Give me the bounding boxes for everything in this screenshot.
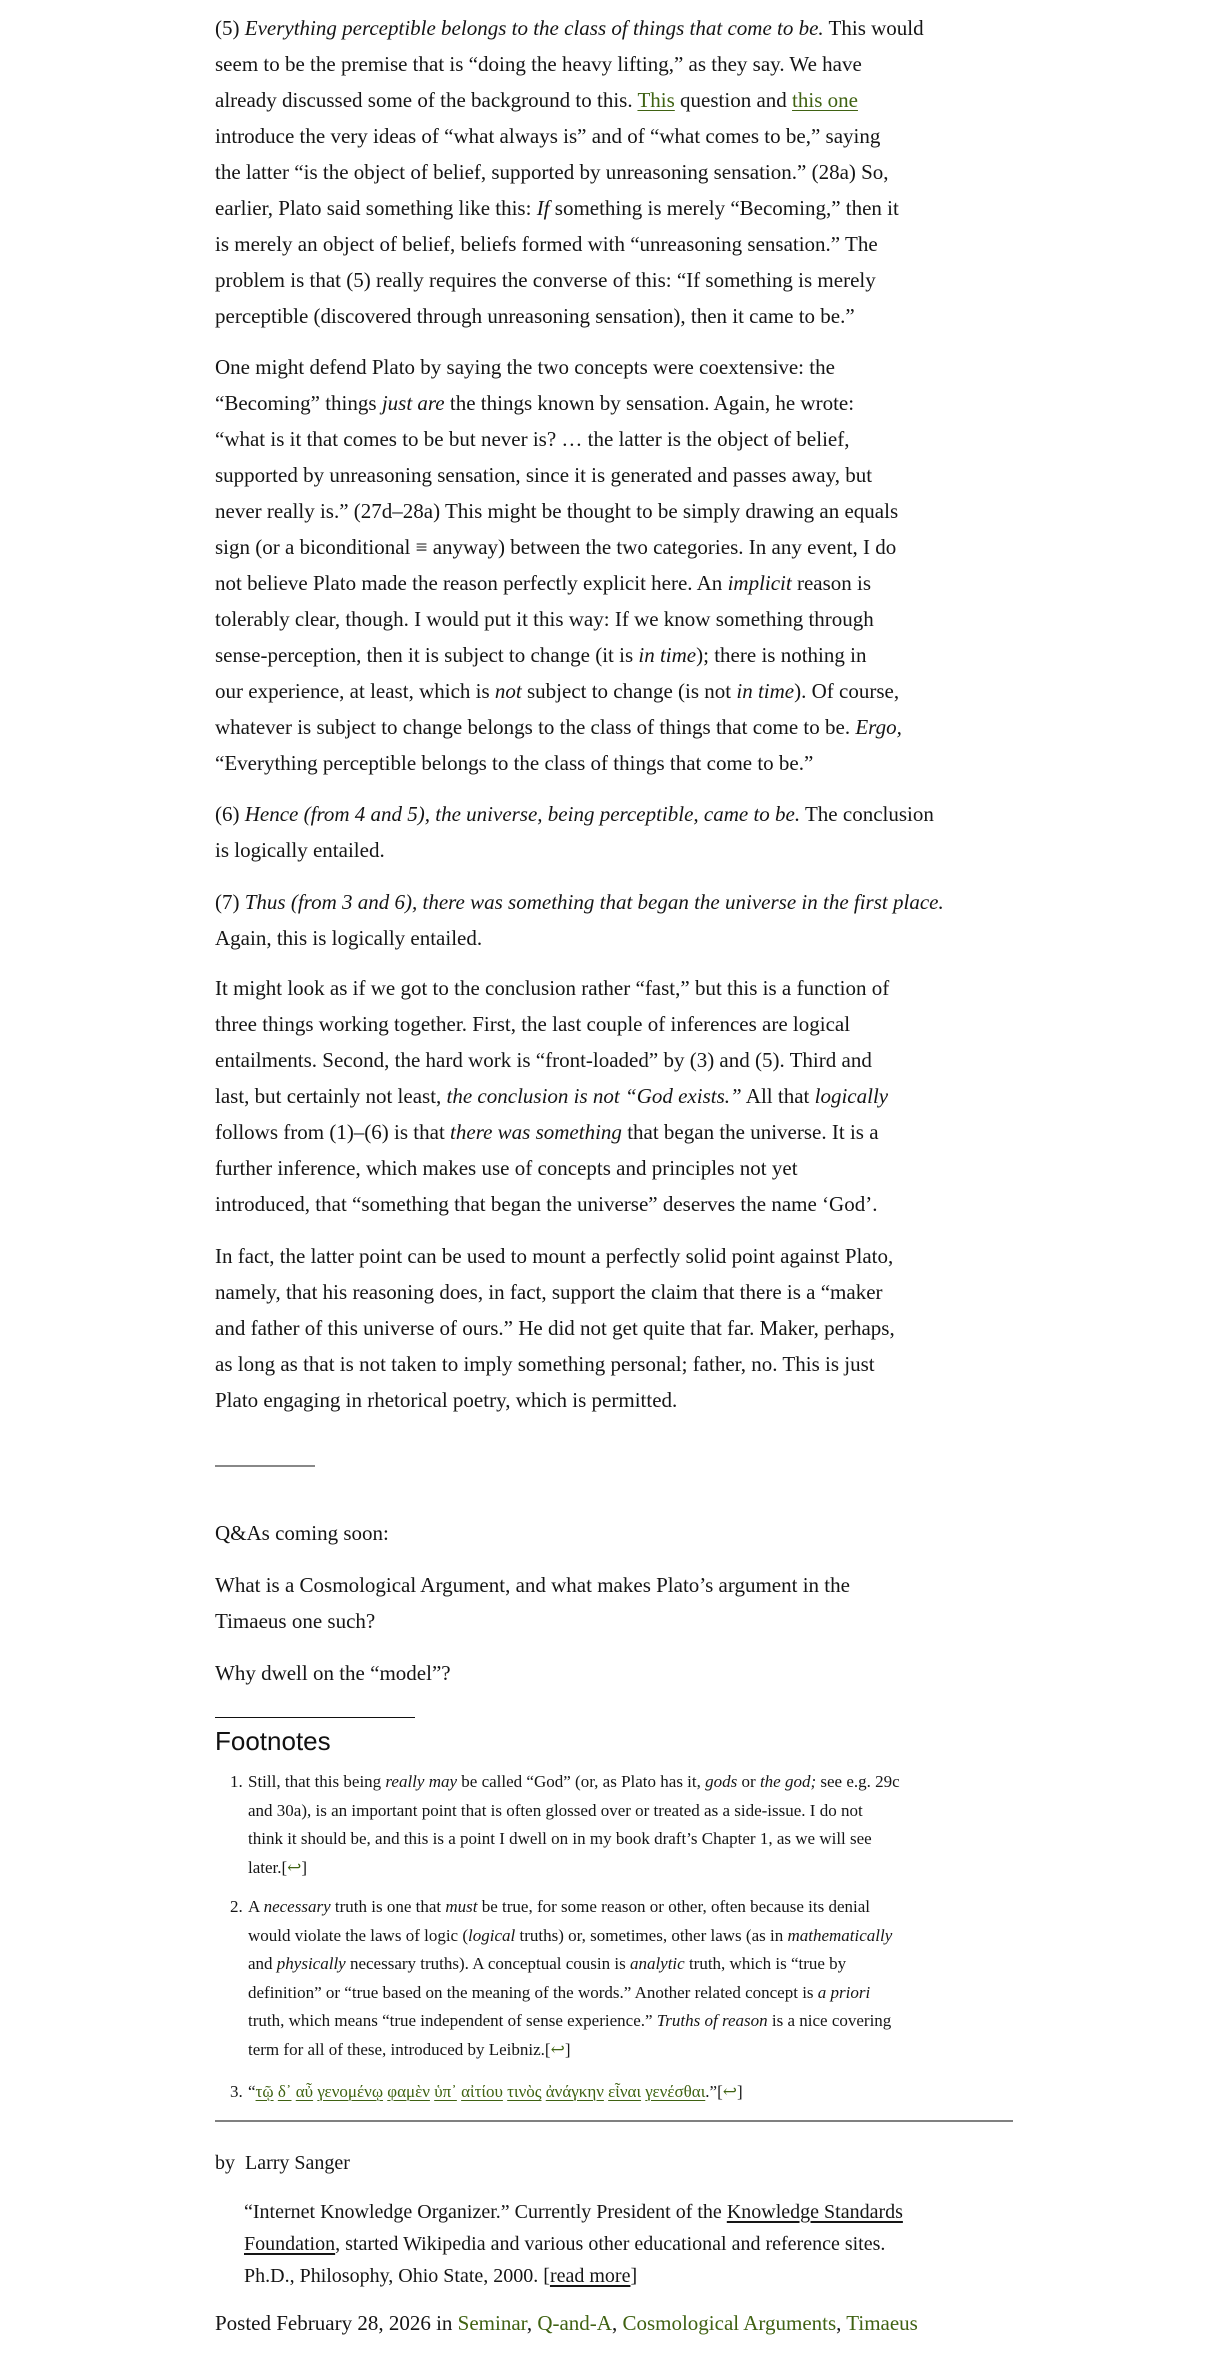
text-segment: One might defend Plato by saying the two concepts were coextensive: the: [215, 355, 835, 379]
text-segment: follows from (1)–(6) is that: [215, 1120, 451, 1144]
footnotes-divider: [215, 1717, 415, 1718]
text-segment: not believe Plato made the reason perfectly explicit here. An: [215, 571, 728, 595]
text-segment: necessary truths). A conceptual cousin is: [345, 1954, 630, 1974]
paragraph-step-6: [215, 796, 1015, 868]
text-line: [215, 190, 1015, 226]
text-line: [215, 421, 1015, 457]
text-segment: or: [737, 1772, 760, 1791]
text-segment: ,: [836, 2311, 847, 2335]
text-segment: introduce the very ideas of “what always is” and of “what comes to be,” saying: [215, 124, 881, 148]
text-segment: namely, that his reasoning does, in fact, support the claim that there is a “maker: [215, 1280, 883, 1304]
text-line: [215, 745, 1015, 781]
text-line: [215, 832, 1015, 868]
text-line: [215, 1006, 1015, 1042]
qa-item-model: [215, 1655, 1015, 1691]
text-line: [215, 1346, 1015, 1382]
text-link[interactable]: ὑπ᾽: [434, 2082, 457, 2101]
text-line: [215, 1567, 1015, 1603]
footnote-1: [230, 1768, 1013, 1882]
text-segment: ,: [526, 2311, 538, 2335]
text-link[interactable]: read more: [549, 2265, 631, 2287]
text-line: [215, 1078, 1015, 1114]
text-segment: whatever is subject to change belongs to the class of things that come to be.: [215, 715, 856, 739]
text-segment: truths) or, sometimes, other laws (as in: [515, 1925, 788, 1945]
author-byline: [215, 2147, 1015, 2179]
italic-text: analytic: [629, 1954, 685, 1974]
text-segment: subject to change (is not: [521, 679, 737, 703]
text-link[interactable]: this one: [792, 88, 858, 112]
text-line: [215, 46, 1015, 82]
text-segment: entailments. Second, the hard work is “front-loaded” by (3) and (5). Third and: [215, 1048, 872, 1072]
text-segment: Plato engaging in rhetorical poetry, which is permitted.: [215, 1388, 678, 1412]
text-segment: ); there is nothing in: [696, 643, 867, 667]
text-segment: the things known by sensation. Again, he wrote:: [444, 391, 855, 415]
italic-text: must: [445, 1897, 478, 1916]
text-line: [244, 2228, 1014, 2260]
text-segment: the latter “is the object of belief, supported by unreasoning sensation.” (28a) So,: [215, 160, 889, 184]
text-line: [248, 2078, 1013, 2107]
text-segment: further inference, which makes use of concepts and principles not yet: [215, 1156, 798, 1180]
text-segment: ]: [301, 1857, 308, 1877]
footnote-text: [248, 1893, 1013, 2065]
text-segment: ]: [737, 2082, 743, 2101]
paragraph-step-7: [215, 884, 1015, 956]
text-segment: A: [248, 1897, 264, 1916]
text-segment: In fact, the latter point can be used to mount a perfectly solid point against Plato,: [215, 1244, 894, 1268]
text-segment: reason is: [791, 571, 872, 595]
text-line: [244, 2196, 1014, 2228]
post-meta-line: [215, 2305, 1015, 2341]
text-link[interactable]: τῷ: [255, 2082, 274, 2101]
text-segment: sense-perception, then it is subject to change (it is: [215, 643, 639, 667]
text-line: [215, 920, 1015, 956]
author-name: Larry Sanger: [245, 2152, 350, 2174]
italic-text: mathematically: [787, 1925, 893, 1945]
text-segment: Posted February 28, 2026 in: [215, 2311, 458, 2335]
text-segment: ]: [630, 2265, 638, 2287]
footnote-number: 3.: [230, 2082, 243, 2101]
text-line: [215, 154, 1015, 190]
text-line: [215, 118, 1015, 154]
italic-text: If: [536, 196, 550, 220]
author-bio: [244, 2196, 1014, 2292]
paragraph-maker-father: [215, 1238, 1015, 1418]
text-link[interactable]: This: [637, 88, 675, 112]
text-segment: ]: [564, 2039, 571, 2059]
text-segment: Q&As coming soon:: [215, 1521, 389, 1545]
text-line: [215, 673, 1015, 709]
text-line: [244, 2260, 1014, 2292]
text-line: [215, 82, 1015, 118]
text-line: [248, 1893, 1013, 1922]
text-line: [215, 970, 1015, 1006]
text-link[interactable]: δ᾽: [277, 2082, 292, 2101]
category-link[interactable]: Q-and-A: [537, 2311, 612, 2335]
italic-text: the conclusion is not “God exists.”: [446, 1084, 742, 1108]
text-segment: Ph.D., Philosophy, Ohio State, 2000. [: [244, 2265, 550, 2287]
text-segment: three things working together. First, the last couple of inferences are logical: [215, 1012, 851, 1036]
text-link[interactable]: φαμὲν: [387, 2082, 430, 2101]
text-link[interactable]: αὖ: [295, 2082, 314, 2101]
paragraph-premise-5: [215, 10, 1015, 334]
italic-text: physically: [276, 1954, 346, 1974]
italic-text: Hence (from 4 and 5), the universe, being perceptible, came to be.: [244, 802, 801, 826]
text-line: [215, 884, 1015, 920]
text-line: [215, 298, 1015, 334]
text-line: [248, 1950, 1013, 1979]
footnote-text: [248, 1768, 1013, 1882]
text-line: [215, 529, 1015, 565]
back-to-reference-link[interactable]: ↩: [722, 2082, 737, 2101]
qa-item-cosmological: [215, 1567, 1015, 1639]
text-line: [215, 1150, 1015, 1186]
text-line: [248, 1922, 1013, 1951]
text-segment: Still, that this being: [248, 1772, 386, 1791]
text-segment: something is merely “Becoming,” then it: [549, 196, 899, 220]
text-segment: tolerably clear, though. I would put it this way: If we know something through: [215, 607, 874, 631]
text-line: [215, 1515, 1015, 1551]
text-segment: term for all of these, introduced by Leibniz.[: [248, 2039, 551, 2059]
italic-text: Ergo,: [855, 715, 902, 739]
text-segment: and 30a), is an important point that is often glossed over or treated as a side-issue. I do not: [248, 1800, 863, 1820]
text-link[interactable]: αἰτίου: [461, 2082, 503, 2101]
text-segment: “what is it that comes to be but never is? … the latter is the object of belief,: [215, 427, 850, 451]
footnote-text: [248, 2078, 1013, 2107]
text-segment: “Internet Knowledge Organizer.” Currently President of the: [244, 2201, 727, 2223]
text-line: [215, 457, 1015, 493]
italic-text: really may: [385, 1772, 458, 1791]
text-segment: truth, which is “true by: [684, 1954, 847, 1974]
italic-text: implicit: [727, 571, 792, 595]
qa-heading: [215, 1515, 1015, 1551]
text-segment: be true, for some reason or other, often because its denial: [477, 1897, 871, 1916]
text-line: [215, 385, 1015, 421]
author-divider: [215, 2120, 1013, 2122]
italic-text: gods: [705, 1772, 738, 1791]
back-to-reference-link[interactable]: ↩: [550, 2039, 565, 2059]
text-segment: supported by unreasoning sensation, since it is generated and passes away, but: [215, 463, 873, 487]
text-segment: never really is.” (27d–28a) This might be thought to be simply drawing an equals: [215, 499, 899, 523]
text-segment: would violate the laws of logic (: [248, 1925, 469, 1945]
text-line: [215, 1382, 1015, 1418]
text-segment: (6): [215, 802, 245, 826]
italic-text: in time: [638, 643, 697, 667]
italic-text: Thus (from 3 and 6), there was something that began the universe in the first place.: [244, 890, 944, 914]
text-line: [215, 709, 1015, 745]
text-segment: question and: [674, 88, 793, 112]
text-segment: Why dwell on the “model”?: [215, 1661, 451, 1685]
text-link[interactable]: Knowledge Standards: [726, 2201, 903, 2223]
back-to-reference-link[interactable]: ↩: [287, 1857, 302, 1877]
text-segment: “Everything perceptible belongs to the class of things that come to be.”: [215, 751, 814, 775]
text-line: [215, 1655, 1015, 1691]
text-segment: be called “God” (or, as Plato has it,: [457, 1772, 706, 1791]
text-line: [215, 1603, 1015, 1639]
italic-text: in time: [736, 679, 795, 703]
text-link[interactable]: εἶναι: [608, 2082, 642, 2101]
text-segment: introduced, that “something that began the universe” deserves the name ‘God’.: [215, 1192, 878, 1216]
text-line: [248, 2036, 1013, 2065]
text-segment: What is a Cosmological Argument, and what makes Plato’s argument in the: [215, 1573, 850, 1597]
text-segment: .”[: [705, 2082, 723, 2101]
italic-text: there was something: [450, 1120, 622, 1144]
text-segment: and: [248, 1954, 277, 1974]
italic-text: a priori: [817, 1982, 871, 2002]
by-label: by: [215, 2152, 235, 2174]
text-segment: is a nice covering: [767, 2011, 892, 2031]
category-link[interactable]: Timaeus: [846, 2311, 918, 2335]
footnote-number: 2.: [230, 1897, 243, 1916]
text-segment: (5): [215, 16, 245, 40]
text-segment: and father of this universe of ours.” He did not get quite that far. Maker, perhaps,: [215, 1316, 895, 1340]
text-line: [215, 637, 1015, 673]
text-line: [248, 1854, 1013, 1883]
text-link[interactable]: τινὸς: [507, 2082, 542, 2101]
text-line: [215, 1042, 1015, 1078]
text-line: [215, 1186, 1015, 1222]
text-segment: last, but certainly not least,: [215, 1084, 447, 1108]
text-line: [215, 796, 1015, 832]
text-link[interactable]: γενέσθαι: [645, 2082, 706, 2101]
text-segment: truth is one that: [330, 1897, 446, 1916]
text-segment: is logically entailed.: [215, 838, 385, 862]
text-segment: our experience, at least, which is: [215, 679, 495, 703]
text-line: [215, 493, 1015, 529]
text-segment: perceptible (discovered through unreasoning sensation), then it came to be.”: [215, 304, 855, 328]
italic-text: logically: [814, 1084, 889, 1108]
text-segment: problem is that (5) really requires the converse of this: “If something is merely: [215, 268, 876, 292]
text-segment: Again, this is logically entailed.: [215, 926, 483, 950]
category-link[interactable]: Cosmological Arguments: [622, 2311, 837, 2335]
italic-text: Everything perceptible belongs to the class of things that come to be.: [244, 16, 824, 40]
text-line: [215, 1114, 1015, 1150]
text-segment: later.[: [248, 1857, 288, 1877]
text-line: [215, 349, 1015, 385]
text-link[interactable]: Foundation: [244, 2233, 336, 2255]
text-line: [215, 565, 1015, 601]
text-line: [215, 1310, 1015, 1346]
text-line: [215, 10, 1015, 46]
text-segment: sign (or a biconditional ≡ anyway) between the two categories. In any event, I do: [215, 535, 897, 559]
section-divider: [215, 1465, 315, 1467]
text-segment: is merely an object of belief, beliefs formed with “unreasoning sensation.” The: [215, 232, 878, 256]
text-segment: already discussed some of the background to this.: [215, 88, 638, 112]
text-segment: as long as that is not taken to imply something personal; father, no. This is just: [215, 1352, 875, 1376]
footnote-number: 1.: [230, 1772, 243, 1791]
italic-text: necessary: [263, 1897, 331, 1916]
text-segment: , started Wikipedia and various other educational and reference sites.: [335, 2233, 886, 2255]
italic-text: the god;: [759, 1772, 817, 1791]
paragraph-defense: [215, 349, 1015, 781]
footnote-3: [230, 2078, 1013, 2107]
footnote-2: [230, 1893, 1013, 2065]
text-segment: The conclusion: [800, 802, 934, 826]
text-line: [215, 262, 1015, 298]
text-segment: (7): [215, 890, 245, 914]
text-line: [248, 1825, 1013, 1854]
paragraph-fast-conclusion: [215, 970, 1015, 1222]
text-segment: earlier, Plato said something like this:: [215, 196, 537, 220]
text-segment: All that: [741, 1084, 815, 1108]
italic-text: Truths of reason: [656, 2011, 768, 2031]
text-segment: seem to be the premise that is “doing the heavy lifting,” as they say. We have: [215, 52, 862, 76]
text-segment: ). Of course,: [794, 679, 900, 703]
category-link[interactable]: Seminar: [457, 2311, 527, 2335]
italic-text: just are: [381, 391, 445, 415]
text-line: [215, 1274, 1015, 1310]
text-segment: “: [248, 2082, 256, 2101]
text-line: [248, 2007, 1013, 2036]
text-link[interactable]: ἀνάγκην: [545, 2082, 604, 2101]
text-segment: Timaeus one such?: [215, 1609, 376, 1633]
text-segment: see e.g. 29c: [816, 1772, 900, 1791]
text-segment: think it should be, and this is a point I dwell on in my book draft’s Chapter 1, as we will see: [248, 1829, 872, 1849]
text-link[interactable]: γενομένῳ: [317, 2082, 384, 2101]
post-meta: [215, 2305, 1015, 2341]
italic-text: logical: [468, 1925, 516, 1945]
italic-text: not: [494, 679, 522, 703]
footnotes-title: Footnotes: [215, 1726, 331, 1756]
text-segment: ,: [611, 2311, 623, 2335]
text-segment: definition” or “true based on the meaning of the words.” Another related concept is: [248, 1982, 818, 2002]
text-line: [248, 1797, 1013, 1826]
text-segment: “Becoming” things: [215, 391, 382, 415]
text-segment: that began the universe. It is a: [621, 1120, 879, 1144]
text-line: [248, 1768, 1013, 1797]
text-line: [248, 1979, 1013, 2008]
text-line: [215, 601, 1015, 637]
text-segment: truth, which means “true independent of sense experience.”: [248, 2011, 657, 2031]
text-line: [215, 1238, 1015, 1274]
text-segment: It might look as if we got to the conclusion rather “fast,” but this is a function of: [215, 976, 890, 1000]
text-segment: This would: [823, 16, 924, 40]
text-line: [215, 226, 1015, 262]
